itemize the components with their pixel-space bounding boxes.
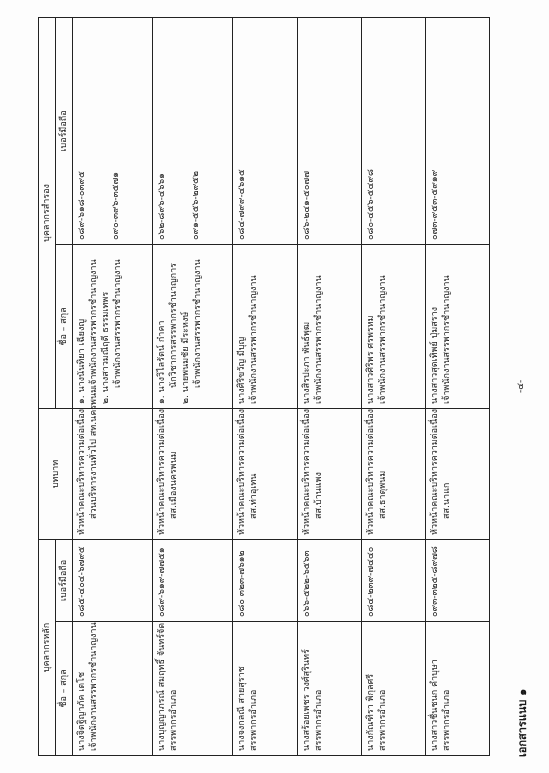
backup-staff-phone — [297, 17, 361, 244]
main-staff-cell — [425, 622, 489, 756]
backup-staff-name: นางสาวสุดเทิพย์ ปุ่มสราง — [429, 306, 440, 404]
role-unit: สส.บ้านแพง — [313, 472, 324, 519]
role-cell — [297, 408, 361, 539]
backup-staff-cell — [297, 244, 361, 408]
backup-staff-cell — [361, 244, 425, 408]
staff-table — [38, 17, 490, 756]
backup-staff-title: เจ้าพนักงานสรรพากรชำนาญงาน — [377, 275, 388, 404]
header-backup-phone: เบอร์มือถือ — [56, 17, 73, 244]
main-staff-name: นางสร้อยเพชร วงศ์สุรินทร์ — [301, 649, 312, 751]
main-staff-title: สรรพากรอำเภอ — [169, 689, 180, 751]
header-role: บทบาท — [39, 408, 73, 539]
backup-staff-title: เจ้าพนักงานสรรพากรชำนาญงาน — [193, 259, 204, 388]
role-title: หัวหน้าคณะบริหารความต่อเนื่อง — [429, 408, 440, 535]
table-row — [361, 17, 425, 755]
main-staff-phone: ๐๙๓-๓๒๕-๘๙๗๘ — [425, 539, 489, 621]
role-title: หัวหน้าคณะบริหารความต่อเนื่อง — [77, 408, 87, 535]
role-title: หัวหน้าคณะบริหารความต่อเนื่อง — [157, 408, 168, 535]
main-staff-title: สรรพากรอำเภอ — [249, 689, 260, 751]
role-unit: สส.เมืองนครพนม — [169, 451, 180, 519]
main-staff-name: นางจงกลณี สายสุราช — [237, 666, 248, 751]
role-unit: สส.นาแก — [441, 482, 452, 519]
backup-phone-number: ๐๘๖-๒๔๑-๕๐๗๗ — [301, 171, 312, 240]
backup-staff-title: เจ้าพนักงานสรรพากรชำนาญงาน — [113, 259, 123, 388]
backup-staff-title: เจ้าพนักงานสรรพากรชำนาญงาน — [89, 259, 99, 388]
header-phone: เบอร์มือถือ — [56, 539, 73, 621]
main-staff-title: เจ้าพนักงานสรรพากรชำนาญงาน — [89, 622, 99, 751]
main-staff-title: สรรพากรอำเภอ — [441, 689, 452, 751]
role-unit: สส.ธาตุพนม — [377, 470, 388, 519]
backup-staff-name: ๒. นางสาวมณีฤดี ธรรมเทพร — [101, 291, 111, 404]
backup-staff-title: นักวิชาการสรรพากรชำนาญการ — [169, 263, 180, 388]
backup-staff-cell — [153, 244, 233, 408]
backup-staff-phone — [425, 17, 489, 244]
table-row — [73, 17, 153, 755]
backup-phone-number: ๐๙๐-๓๙๖-๓๕๗๑ — [111, 172, 121, 240]
table-row — [233, 17, 297, 755]
header-backup-name: ชื่อ – สกุล — [56, 244, 73, 408]
main-staff-cell — [297, 622, 361, 756]
main-staff-name: นางกัณฑิรา พิกุลศรี — [365, 673, 376, 751]
page-number: -๔- — [516, 379, 526, 393]
main-staff-cell — [73, 622, 153, 756]
role-cell — [233, 408, 297, 539]
backup-staff-phone — [153, 17, 233, 244]
backup-staff-title: เจ้าพนักงานสรรพากรชำนาญงาน — [441, 275, 452, 404]
main-staff-name: นางจิตฐิญาภัค เตโช — [77, 671, 87, 751]
header-backup-staff: บุคลากรสำรอง — [39, 17, 56, 408]
backup-staff-phone — [233, 17, 297, 244]
role-title: หัวหน้าคณะบริหารความต่อเนื่อง — [365, 408, 376, 535]
backup-phone-number: ๐๙๑-๕๕๖-๒๙๕๒ — [191, 171, 202, 240]
table-row — [425, 17, 489, 755]
main-staff-cell — [153, 622, 233, 756]
backup-phone-number: ๐๗๓-๙๕๓-๕๙๑๙ — [429, 169, 440, 240]
main-staff-name: นางบุญญาภรณ์ สมฤทธิ์ จันทร์จัด — [157, 622, 168, 751]
backup-phone-number: ๐๘๐-๔๕๖-๕๔๙๘ — [365, 169, 376, 240]
backup-staff-cell — [425, 244, 489, 408]
backup-staff-name: ๒. นายพนมชัย มีระหงษ์ — [181, 311, 192, 404]
main-staff-phone: ๐๘๕-๔๐๔-๖๗๙๕ — [73, 539, 153, 621]
role-unit: ส่วนบริหารงานทั่วไป สท.นครพนม — [89, 386, 99, 519]
main-staff-name: นางสาวชื่นชนก คำบุษา — [429, 659, 440, 751]
main-staff-title: สรรพากรอำเภอ — [313, 689, 324, 751]
main-staff-title: สรรพากรอำเภอ — [377, 689, 388, 751]
main-staff-cell — [361, 622, 425, 756]
main-staff-cell — [233, 622, 297, 756]
backup-staff-name: นางสาวศิริพร ศรพรหม — [365, 315, 376, 404]
backup-staff-title: เจ้าพนักงานสรรพากรชำนาญงาน — [313, 275, 324, 404]
backup-staff-phone — [73, 17, 153, 244]
backup-phone-number: ๐๘๔-๗๙๙-๔๖๑๕ — [237, 169, 248, 240]
backup-staff-name: ๑. นางวิไลรัตน์ ก๋าคา — [157, 320, 168, 404]
main-staff-phone: ๐๘๐ ๓๒๓-๗๖๑๒ — [233, 539, 297, 621]
header-main-staff: บุคลากรหลัก — [39, 539, 56, 755]
backup-staff-cell — [233, 244, 297, 408]
role-cell — [425, 408, 489, 539]
role-cell — [153, 408, 233, 539]
backup-staff-name: นางสิรปะภา พันธ์พุฒ — [301, 322, 312, 404]
attachment-label: เอกสารแนบ ๑ — [516, 688, 529, 757]
table-row — [153, 17, 233, 755]
main-staff-phone: ๐๘๙-๖๑๙-๗๗๕๑ — [153, 539, 233, 621]
role-cell — [73, 386, 153, 539]
role-title: หัวหน้าคณะบริหารความต่อเนื่อง — [237, 408, 248, 535]
backup-staff-phone — [361, 17, 425, 244]
header-name: ชื่อ – สกุล — [56, 622, 73, 756]
main-staff-phone: ๐๘๔-๒๓๙-๗๔๔๐ — [361, 539, 425, 621]
backup-staff-name: ๑. นางนันทิยา เฉียงญู — [77, 318, 87, 404]
role-title: หัวหน้าคณะบริหารความต่อเนื่อง — [301, 408, 312, 535]
backup-staff-cell — [73, 244, 153, 408]
table-row — [297, 17, 361, 755]
main-staff-phone: ๐๖๖-๕๒๒-๖๕๖๓ — [297, 539, 361, 621]
role-unit: สส.ท่าอุเทน — [249, 473, 260, 519]
backup-staff-name: นางศิริขวัญ มีบุญ — [237, 336, 248, 404]
backup-phone-number: ๐๘๙-๖๑๘-๐๓๙๕ — [77, 171, 87, 240]
backup-staff-title: เจ้าพนักงานสรรพากรชำนาญงาน — [249, 275, 260, 404]
role-cell — [361, 408, 425, 539]
backup-phone-number: ๐๖๒-๘๙๖-๔๖๖๑ — [157, 173, 168, 240]
